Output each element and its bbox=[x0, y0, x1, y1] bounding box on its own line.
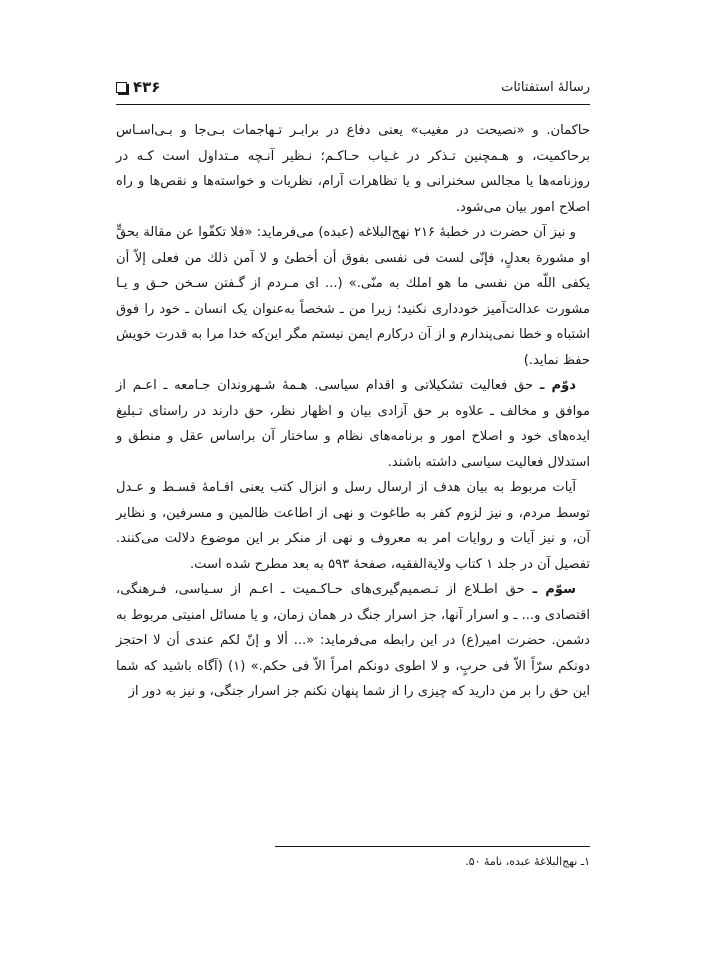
paragraph-lead: دوّم ـ bbox=[539, 378, 576, 393]
paragraph-3 bbox=[116, 373, 590, 475]
paragraph-text: حق فعالیت تشکیلاتی و اقدام سیاسی. هـمهٔ شـهروندان جـامعه ـ اعـم از موافق و مخالف ـ علاوه بر حق آزادی بیان و اظهار نظر، حق دارند در راستای تـبلیغ ایده‌های خود و اصلاح امور و برنامه‌های نظام و ساختار آن براساس عقل و منطق و استدلال فعالیت سیاسی داشته باشند. bbox=[116, 378, 590, 470]
paragraph-2 bbox=[116, 220, 590, 373]
paragraph-text: حاکمان. و «نصیحت در مغیب» یعنی دفاع در برابـر تـهاجمات بـی‌جا و بـی‌اسـاس برحاکمیت، و هـمچنین تـذکر در غـیاب حـاکـم؛ نـظیر آنـچه مـتداول است کـه در روزنامه‌ها یا مجالس سخنرانی و یا تظاهرات آرام، نظریات و خواسته‌ها و نقص‌ها و راه اصلاح امور بیان می‌شود. bbox=[116, 123, 590, 215]
page-header bbox=[116, 78, 590, 100]
paragraph-text: حق اطـلاع از تـصمیم‌گیری‌های حـاکـمیت ـ اعـم از سـیاسی، فـرهنگی، اقتصادی و... ـ و اسرار آنها، جز اسرار جنگ در همان زمان، و یا مسائل امنیتی مربوط به دشمن. حضرت امیر(ع) در این رابطه می‌فرماید: «... ألا و إنّ لکم عندی أن لا احتجز دونکم سرّاً الاّ فی حربٍ، و لا اطوی دونکم امراً الاّ فی حکم.» (۱) (آگاه باشید که شما این حق را بر من دارید که چیزی را از شما پنهان نکنم جز اسرار جنگی، و نیز به دور از bbox=[116, 582, 590, 699]
running-title: رسالهٔ استفتائات bbox=[501, 80, 590, 95]
paragraph-5 bbox=[116, 577, 590, 705]
page-number-block bbox=[116, 78, 160, 96]
page-number: ۴۳۶ bbox=[133, 78, 161, 96]
footnote-rule bbox=[275, 846, 590, 847]
paragraph-1 bbox=[116, 118, 590, 220]
paragraph-text: آیات مربوط به بیان هدف از ارسال رسل و انزال کتب یعنی اقـامهٔ قسـط و عـدل توسط مردم، و نیز لزوم کفر به طاغوت و نهی از اطاعت ظالمین و مسرفین، و نظایر آن، و نیز آیات و روایات امر به معروف و نهی از منکر بر این موضوع دلالت می‌کنند. تفصیل آن در جلد ۱ کتاب ولایة‌الفقیه، صفحهٔ ۵۹۳ به بعد مطرح شده است. bbox=[116, 480, 590, 572]
footnote: ۱ـ نهج‌البلاغهٔ عبده، نامهٔ ۵۰. bbox=[465, 855, 590, 868]
paragraph-text: و نیز آن حضرت در خطبهٔ ۲۱۶ نهج‌البلاغه (عبده) می‌فرماید: «فلا تکفّوا عن مقالة بحقٍّ او مشورة بعدلٍ، فإنّی لست فی نفسی بفوق أن أخطئ و لا آمن ذلك من فعلی إلاّ أن یكفی اللّه من نفسی ما هو املك به منّی.» (... ای مـردم از گـفتن سـخن حـق و یـا مشورت عدالت‌آمیز خودداری نکنید؛ زیرا من ـ شخصاً به‌عنوان یک انسان ـ خود را فوق اشتباه و خطا نمی‌پندارم و از آن درکارم ایمن نیستم مگر این‌که خدا مرا به قدرت خویش حفظ نماید.) bbox=[116, 225, 590, 368]
header-rule bbox=[116, 104, 590, 105]
paragraph-4 bbox=[116, 475, 590, 577]
body-text bbox=[116, 118, 590, 705]
square-bullet-icon bbox=[116, 82, 127, 93]
paragraph-lead: سوّم ـ bbox=[532, 582, 576, 597]
